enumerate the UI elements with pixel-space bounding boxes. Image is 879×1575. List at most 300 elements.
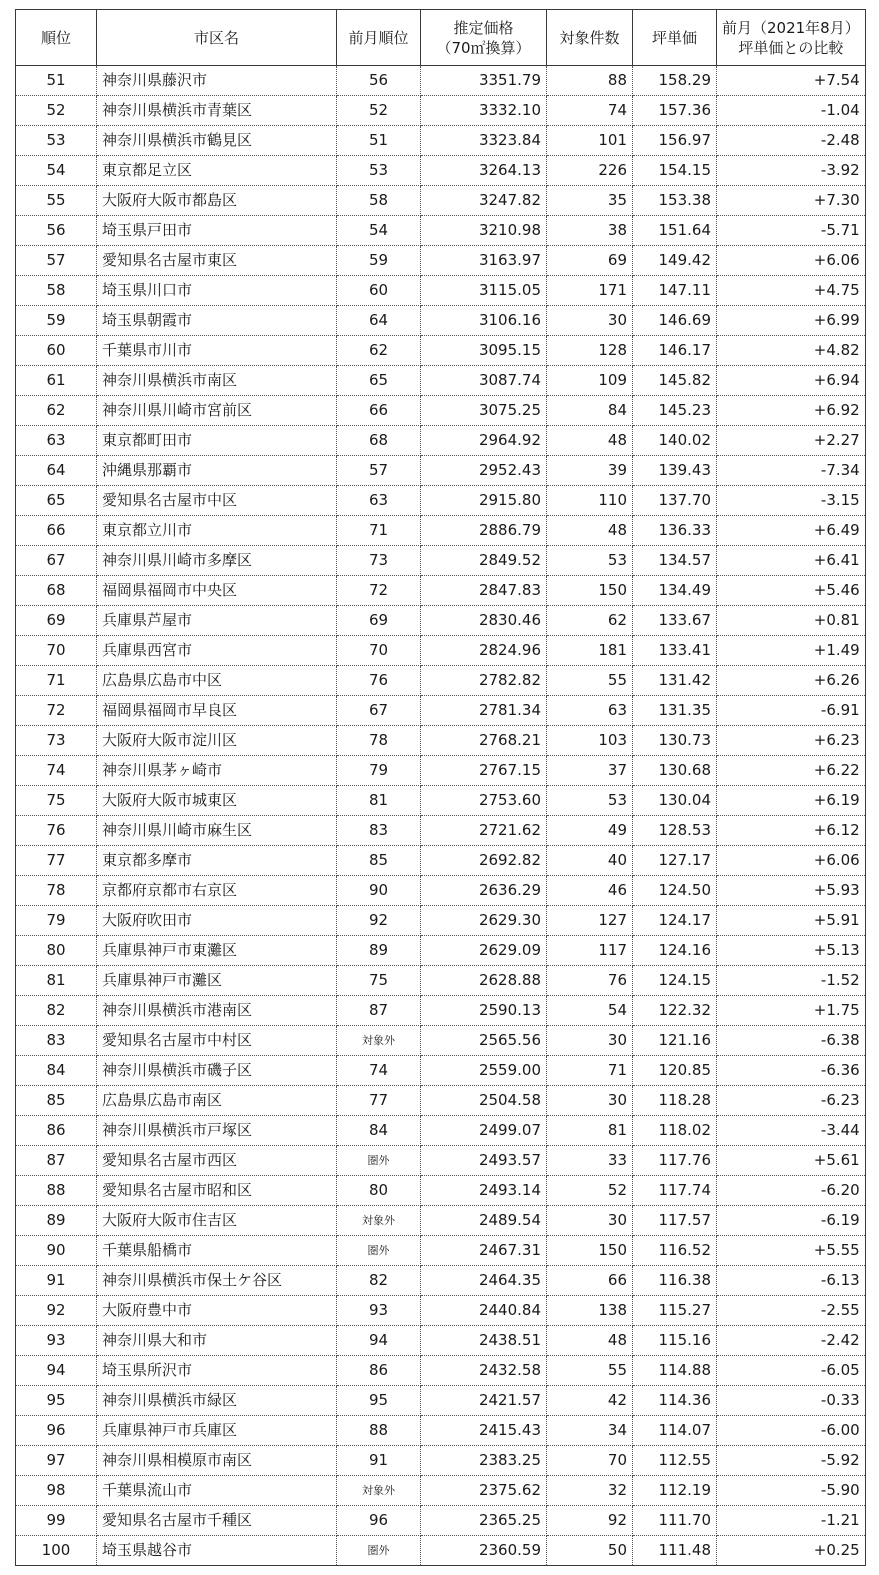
cell-prev-rank: 74 (337, 1056, 421, 1086)
cell-prev-rank: 91 (337, 1446, 421, 1476)
cell-tsubo: 131.42 (633, 666, 717, 696)
cell-tsubo: 128.53 (633, 816, 717, 846)
cell-tsubo: 121.16 (633, 1026, 717, 1056)
cell-prev-rank: 87 (337, 996, 421, 1026)
cell-count: 30 (547, 306, 633, 336)
cell-count: 30 (547, 1026, 633, 1056)
table-row (16, 1416, 866, 1446)
cell-price: 2767.15 (421, 756, 547, 786)
cell-count: 171 (547, 276, 633, 306)
cell-rank: 79 (16, 906, 97, 936)
cell-count: 62 (547, 606, 633, 636)
cell-name: 沖縄県那覇市 (97, 456, 337, 486)
cell-tsubo: 124.16 (633, 936, 717, 966)
cell-name: 神奈川県横浜市戸塚区 (97, 1116, 337, 1146)
table-row (16, 1026, 866, 1056)
cell-prev-rank: 65 (337, 366, 421, 396)
cell-prev-rank: 89 (337, 936, 421, 966)
cell-diff: -3.15 (717, 486, 866, 516)
cell-name: 千葉県市川市 (97, 336, 337, 366)
cell-rank: 56 (16, 216, 97, 246)
cell-name: 東京都多摩市 (97, 846, 337, 876)
cell-diff: +5.61 (717, 1146, 866, 1176)
cell-count: 48 (547, 516, 633, 546)
cell-tsubo: 130.04 (633, 786, 717, 816)
table-row (16, 576, 866, 606)
cell-price: 3075.25 (421, 396, 547, 426)
cell-rank: 74 (16, 756, 97, 786)
table-row (16, 1296, 866, 1326)
cell-diff: +6.99 (717, 306, 866, 336)
cell-prev-rank: 54 (337, 216, 421, 246)
table-row (16, 996, 866, 1026)
cell-prev-rank: 73 (337, 546, 421, 576)
cell-name: 兵庫県西宮市 (97, 636, 337, 666)
cell-price: 2421.57 (421, 1386, 547, 1416)
table-row (16, 276, 866, 306)
cell-diff: -1.04 (717, 96, 866, 126)
cell-name: 埼玉県越谷市 (97, 1536, 337, 1566)
cell-name: 千葉県船橋市 (97, 1236, 337, 1266)
cell-name: 大阪府吹田市 (97, 906, 337, 936)
header-compare-line1: 前月（2021年8月） (722, 18, 860, 37)
cell-name: 大阪府大阪市都島区 (97, 186, 337, 216)
cell-tsubo: 131.35 (633, 696, 717, 726)
cell-name: 広島県広島市南区 (97, 1086, 337, 1116)
cell-name: 埼玉県朝霞市 (97, 306, 337, 336)
cell-name: 神奈川県横浜市港南区 (97, 996, 337, 1026)
table-row (16, 426, 866, 456)
cell-prev-rank: 52 (337, 96, 421, 126)
cell-tsubo: 115.16 (633, 1326, 717, 1356)
cell-rank: 85 (16, 1086, 97, 1116)
table-header (16, 10, 866, 66)
cell-rank: 64 (16, 456, 97, 486)
cell-count: 53 (547, 786, 633, 816)
cell-tsubo: 133.67 (633, 606, 717, 636)
cell-count: 53 (547, 546, 633, 576)
cell-prev-rank: 圏外 (337, 1536, 421, 1566)
cell-price: 2499.07 (421, 1116, 547, 1146)
cell-name: 神奈川県茅ヶ崎市 (97, 756, 337, 786)
cell-diff: -6.19 (717, 1206, 866, 1236)
cell-diff: +4.82 (717, 336, 866, 366)
cell-diff: +6.92 (717, 396, 866, 426)
cell-tsubo: 127.17 (633, 846, 717, 876)
table-row (16, 366, 866, 396)
cell-name: 兵庫県芦屋市 (97, 606, 337, 636)
cell-count: 81 (547, 1116, 633, 1146)
cell-count: 50 (547, 1536, 633, 1566)
cell-name: 神奈川県横浜市南区 (97, 366, 337, 396)
cell-rank: 83 (16, 1026, 97, 1056)
cell-tsubo: 114.36 (633, 1386, 717, 1416)
cell-tsubo: 114.88 (633, 1356, 717, 1386)
cell-prev-rank: 71 (337, 516, 421, 546)
cell-name: 愛知県名古屋市千種区 (97, 1506, 337, 1536)
table-row (16, 816, 866, 846)
cell-name: 東京都立川市 (97, 516, 337, 546)
cell-count: 32 (547, 1476, 633, 1506)
cell-count: 40 (547, 846, 633, 876)
cell-prev-rank: 75 (337, 966, 421, 996)
cell-diff: -6.38 (717, 1026, 866, 1056)
cell-rank: 95 (16, 1386, 97, 1416)
cell-diff: +4.75 (717, 276, 866, 306)
cell-prev-rank: 56 (337, 66, 421, 96)
cell-name: 神奈川県川崎市宮前区 (97, 396, 337, 426)
table-row (16, 1386, 866, 1416)
cell-tsubo: 116.52 (633, 1236, 717, 1266)
cell-tsubo: 114.07 (633, 1416, 717, 1446)
cell-diff: -1.21 (717, 1506, 866, 1536)
cell-prev-rank: 57 (337, 456, 421, 486)
header-row (16, 10, 866, 66)
cell-price: 3087.74 (421, 366, 547, 396)
header-tsubo: 坪単価 (633, 10, 717, 66)
cell-prev-rank: 対象外 (337, 1026, 421, 1056)
table-row (16, 516, 866, 546)
cell-rank: 51 (16, 66, 97, 96)
cell-diff: -6.20 (717, 1176, 866, 1206)
cell-rank: 67 (16, 546, 97, 576)
cell-name: 愛知県名古屋市中区 (97, 486, 337, 516)
cell-rank: 77 (16, 846, 97, 876)
table-row (16, 936, 866, 966)
cell-diff: -1.52 (717, 966, 866, 996)
cell-count: 46 (547, 876, 633, 906)
cell-prev-rank: 62 (337, 336, 421, 366)
cell-price: 2636.29 (421, 876, 547, 906)
cell-rank: 100 (16, 1536, 97, 1566)
cell-price: 2360.59 (421, 1536, 547, 1566)
ranking-table (15, 9, 866, 1566)
cell-tsubo: 118.02 (633, 1116, 717, 1146)
cell-prev-rank: 対象外 (337, 1476, 421, 1506)
cell-prev-rank: 78 (337, 726, 421, 756)
cell-tsubo: 134.57 (633, 546, 717, 576)
cell-name: 福岡県福岡市早良区 (97, 696, 337, 726)
cell-price: 2467.31 (421, 1236, 547, 1266)
cell-price: 2365.25 (421, 1506, 547, 1536)
cell-price: 3106.16 (421, 306, 547, 336)
cell-count: 69 (547, 246, 633, 276)
cell-tsubo: 139.43 (633, 456, 717, 486)
cell-tsubo: 122.32 (633, 996, 717, 1026)
cell-price: 2504.58 (421, 1086, 547, 1116)
cell-price: 2493.57 (421, 1146, 547, 1176)
cell-tsubo: 156.97 (633, 126, 717, 156)
cell-price: 2915.80 (421, 486, 547, 516)
cell-diff: +5.93 (717, 876, 866, 906)
cell-prev-rank: 53 (337, 156, 421, 186)
cell-diff: -6.91 (717, 696, 866, 726)
cell-tsubo: 111.70 (633, 1506, 717, 1536)
cell-prev-rank: 72 (337, 576, 421, 606)
cell-price: 2782.82 (421, 666, 547, 696)
cell-name: 福岡県福岡市中央区 (97, 576, 337, 606)
cell-price: 3210.98 (421, 216, 547, 246)
cell-diff: +6.19 (717, 786, 866, 816)
cell-prev-rank: 81 (337, 786, 421, 816)
header-count: 対象件数 (547, 10, 633, 66)
table-row (16, 216, 866, 246)
cell-price: 3095.15 (421, 336, 547, 366)
cell-diff: +5.13 (717, 936, 866, 966)
cell-tsubo: 145.82 (633, 366, 717, 396)
cell-tsubo: 137.70 (633, 486, 717, 516)
table-row (16, 396, 866, 426)
cell-rank: 54 (16, 156, 97, 186)
cell-price: 2415.43 (421, 1416, 547, 1446)
cell-tsubo: 153.38 (633, 186, 717, 216)
cell-rank: 58 (16, 276, 97, 306)
cell-tsubo: 124.17 (633, 906, 717, 936)
cell-count: 127 (547, 906, 633, 936)
cell-name: 愛知県名古屋市昭和区 (97, 1176, 337, 1206)
cell-rank: 69 (16, 606, 97, 636)
cell-rank: 98 (16, 1476, 97, 1506)
cell-rank: 73 (16, 726, 97, 756)
cell-diff: +5.91 (717, 906, 866, 936)
cell-prev-rank: 90 (337, 876, 421, 906)
cell-price: 2721.62 (421, 816, 547, 846)
cell-name: 埼玉県川口市 (97, 276, 337, 306)
cell-prev-rank: 82 (337, 1266, 421, 1296)
table-row (16, 1176, 866, 1206)
table-row (16, 666, 866, 696)
cell-count: 117 (547, 936, 633, 966)
cell-price: 2629.09 (421, 936, 547, 966)
cell-tsubo: 112.55 (633, 1446, 717, 1476)
cell-price: 2824.96 (421, 636, 547, 666)
cell-count: 54 (547, 996, 633, 1026)
header-price (421, 10, 547, 66)
table-row (16, 846, 866, 876)
table-row (16, 636, 866, 666)
cell-count: 39 (547, 456, 633, 486)
cell-diff: +6.49 (717, 516, 866, 546)
cell-count: 48 (547, 1326, 633, 1356)
cell-prev-rank: 51 (337, 126, 421, 156)
cell-price: 2768.21 (421, 726, 547, 756)
cell-count: 37 (547, 756, 633, 786)
cell-count: 128 (547, 336, 633, 366)
cell-count: 70 (547, 1446, 633, 1476)
table-row (16, 726, 866, 756)
cell-rank: 82 (16, 996, 97, 1026)
cell-prev-rank: 68 (337, 426, 421, 456)
cell-count: 33 (547, 1146, 633, 1176)
cell-prev-rank: 94 (337, 1326, 421, 1356)
table-row (16, 66, 866, 96)
cell-count: 103 (547, 726, 633, 756)
cell-diff: +6.22 (717, 756, 866, 786)
table-row (16, 186, 866, 216)
cell-diff: -7.34 (717, 456, 866, 486)
cell-prev-rank: 66 (337, 396, 421, 426)
cell-rank: 80 (16, 936, 97, 966)
cell-rank: 75 (16, 786, 97, 816)
cell-count: 71 (547, 1056, 633, 1086)
cell-name: 神奈川県横浜市保土ケ谷区 (97, 1266, 337, 1296)
cell-diff: -5.90 (717, 1476, 866, 1506)
cell-price: 2493.14 (421, 1176, 547, 1206)
table-row (16, 1206, 866, 1236)
cell-rank: 89 (16, 1206, 97, 1236)
cell-count: 226 (547, 156, 633, 186)
cell-prev-rank: 85 (337, 846, 421, 876)
cell-rank: 53 (16, 126, 97, 156)
cell-diff: +6.06 (717, 246, 866, 276)
cell-diff: +2.27 (717, 426, 866, 456)
table-row (16, 1356, 866, 1386)
cell-price: 2781.34 (421, 696, 547, 726)
cell-tsubo: 111.48 (633, 1536, 717, 1566)
cell-diff: -5.71 (717, 216, 866, 246)
cell-rank: 57 (16, 246, 97, 276)
cell-tsubo: 117.57 (633, 1206, 717, 1236)
cell-diff: -6.23 (717, 1086, 866, 1116)
cell-tsubo: 154.15 (633, 156, 717, 186)
cell-rank: 88 (16, 1176, 97, 1206)
cell-count: 66 (547, 1266, 633, 1296)
cell-tsubo: 147.11 (633, 276, 717, 306)
header-rank: 順位 (16, 10, 97, 66)
cell-count: 42 (547, 1386, 633, 1416)
cell-name: 神奈川県横浜市磯子区 (97, 1056, 337, 1086)
cell-tsubo: 120.85 (633, 1056, 717, 1086)
cell-tsubo: 134.49 (633, 576, 717, 606)
cell-diff: +1.75 (717, 996, 866, 1026)
cell-diff: -6.05 (717, 1356, 866, 1386)
cell-count: 30 (547, 1086, 633, 1116)
table-row (16, 546, 866, 576)
cell-tsubo: 118.28 (633, 1086, 717, 1116)
cell-rank: 70 (16, 636, 97, 666)
cell-price: 2432.58 (421, 1356, 547, 1386)
cell-prev-rank: 63 (337, 486, 421, 516)
cell-price: 3115.05 (421, 276, 547, 306)
cell-prev-rank: 86 (337, 1356, 421, 1386)
table-row (16, 696, 866, 726)
cell-tsubo: 146.17 (633, 336, 717, 366)
cell-price: 2886.79 (421, 516, 547, 546)
cell-price: 3264.13 (421, 156, 547, 186)
cell-diff: -6.36 (717, 1056, 866, 1086)
cell-tsubo: 115.27 (633, 1296, 717, 1326)
cell-price: 2559.00 (421, 1056, 547, 1086)
cell-tsubo: 117.74 (633, 1176, 717, 1206)
cell-diff: -6.13 (717, 1266, 866, 1296)
cell-name: 神奈川県川崎市麻生区 (97, 816, 337, 846)
cell-price: 3247.82 (421, 186, 547, 216)
cell-prev-rank: 80 (337, 1176, 421, 1206)
cell-count: 92 (547, 1506, 633, 1536)
cell-diff: +6.26 (717, 666, 866, 696)
cell-tsubo: 145.23 (633, 396, 717, 426)
cell-tsubo: 140.02 (633, 426, 717, 456)
cell-price: 2628.88 (421, 966, 547, 996)
cell-count: 109 (547, 366, 633, 396)
cell-rank: 93 (16, 1326, 97, 1356)
cell-name: 広島県広島市中区 (97, 666, 337, 696)
cell-tsubo: 133.41 (633, 636, 717, 666)
cell-price: 2692.82 (421, 846, 547, 876)
table-row (16, 1476, 866, 1506)
cell-name: 埼玉県所沢市 (97, 1356, 337, 1386)
cell-prev-rank: 84 (337, 1116, 421, 1146)
cell-rank: 86 (16, 1116, 97, 1146)
table-row (16, 246, 866, 276)
cell-rank: 90 (16, 1236, 97, 1266)
cell-name: 愛知県名古屋市東区 (97, 246, 337, 276)
cell-price: 3351.79 (421, 66, 547, 96)
cell-name: 埼玉県戸田市 (97, 216, 337, 246)
cell-diff: -3.92 (717, 156, 866, 186)
cell-diff: -2.55 (717, 1296, 866, 1326)
cell-diff: +6.06 (717, 846, 866, 876)
cell-name: 大阪府大阪市城東区 (97, 786, 337, 816)
cell-price: 2489.54 (421, 1206, 547, 1236)
cell-prev-rank: 96 (337, 1506, 421, 1536)
cell-rank: 65 (16, 486, 97, 516)
table-row (16, 906, 866, 936)
table-row (16, 306, 866, 336)
table-row (16, 606, 866, 636)
cell-name: 大阪府大阪市淀川区 (97, 726, 337, 756)
cell-name: 大阪府豊中市 (97, 1296, 337, 1326)
cell-count: 49 (547, 816, 633, 846)
cell-rank: 97 (16, 1446, 97, 1476)
table-row (16, 1236, 866, 1266)
table-row (16, 876, 866, 906)
cell-rank: 61 (16, 366, 97, 396)
cell-tsubo: 130.73 (633, 726, 717, 756)
cell-price: 2753.60 (421, 786, 547, 816)
cell-tsubo: 124.15 (633, 966, 717, 996)
cell-price: 2383.25 (421, 1446, 547, 1476)
cell-count: 38 (547, 216, 633, 246)
cell-count: 35 (547, 186, 633, 216)
cell-price: 2464.35 (421, 1266, 547, 1296)
cell-tsubo: 149.42 (633, 246, 717, 276)
table-row (16, 1086, 866, 1116)
cell-name: 兵庫県神戸市灘区 (97, 966, 337, 996)
cell-prev-rank: 76 (337, 666, 421, 696)
header-name: 市区名 (97, 10, 337, 66)
cell-name: 神奈川県横浜市青葉区 (97, 96, 337, 126)
cell-price: 3323.84 (421, 126, 547, 156)
cell-count: 181 (547, 636, 633, 666)
cell-tsubo: 117.76 (633, 1146, 717, 1176)
cell-diff: -6.00 (717, 1416, 866, 1446)
cell-count: 110 (547, 486, 633, 516)
cell-diff: +0.81 (717, 606, 866, 636)
cell-tsubo: 116.38 (633, 1266, 717, 1296)
cell-prev-rank: 69 (337, 606, 421, 636)
table-row (16, 456, 866, 486)
cell-rank: 78 (16, 876, 97, 906)
cell-prev-rank: 95 (337, 1386, 421, 1416)
cell-prev-rank: 67 (337, 696, 421, 726)
cell-count: 55 (547, 1356, 633, 1386)
cell-rank: 92 (16, 1296, 97, 1326)
cell-count: 34 (547, 1416, 633, 1446)
cell-price: 2629.30 (421, 906, 547, 936)
cell-name: 愛知県名古屋市西区 (97, 1146, 337, 1176)
cell-tsubo: 130.68 (633, 756, 717, 786)
